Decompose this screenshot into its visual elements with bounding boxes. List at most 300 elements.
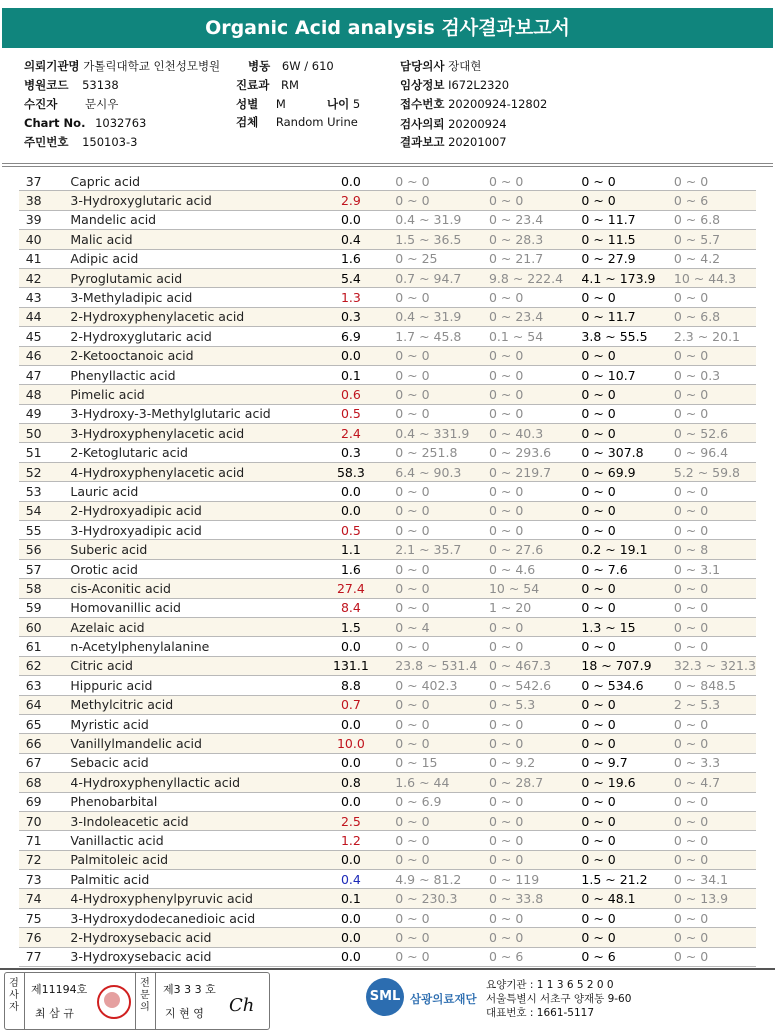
reference-range-3: 0 ~ 0 — [581, 404, 673, 423]
analyte-name: 3-Hydroxyphenylacetic acid — [48, 424, 316, 443]
clinical-info-value: I672L2320 — [448, 78, 510, 92]
row-number: 53 — [19, 482, 48, 501]
reference-range-2: 0 ~ 0 — [489, 288, 581, 307]
reviewer-label: 전문의 — [140, 978, 150, 1013]
reference-range-3: 0 ~ 6 — [581, 947, 673, 966]
analyte-name: 2-Ketooctanoic acid — [48, 346, 316, 365]
reference-range-2: 0 ~ 0 — [489, 850, 581, 869]
header-divider — [2, 163, 773, 164]
row-number: 69 — [19, 792, 48, 811]
result-row — [19, 598, 756, 617]
result-value: 2.9 — [317, 191, 386, 210]
chart-no-value: 1032763 — [95, 116, 147, 130]
result-row — [19, 617, 756, 636]
result-row — [19, 714, 756, 733]
result-row — [19, 365, 756, 384]
analyte-name: 3-Methyladipic acid — [48, 288, 316, 307]
result-value: 0.0 — [317, 753, 386, 772]
logo-name: 삼광의료재단 — [410, 992, 477, 1006]
reference-range-4: 0 ~ 0 — [674, 598, 756, 617]
reference-range-3: 0.2 ~ 19.1 — [581, 540, 673, 559]
result-value: 58.3 — [317, 462, 386, 481]
result-row — [19, 870, 756, 889]
reference-range-3: 0 ~ 9.7 — [581, 753, 673, 772]
reference-range-2: 0 ~ 28.7 — [489, 773, 581, 792]
row-number: 74 — [19, 889, 48, 908]
analyte-name: Pyroglutamic acid — [48, 268, 316, 287]
reference-range-1: 0 ~ 230.3 — [385, 889, 489, 908]
row-number: 64 — [19, 695, 48, 714]
row-number: 68 — [19, 773, 48, 792]
footer-divider — [0, 968, 775, 970]
reference-range-4: 0 ~ 0 — [674, 579, 756, 598]
row-number: 49 — [19, 404, 48, 423]
row-number: 42 — [19, 268, 48, 287]
reference-range-4: 0 ~ 0 — [674, 908, 756, 927]
reference-range-4: 0 ~ 3.1 — [674, 559, 756, 578]
row-number: 48 — [19, 385, 48, 404]
result-row — [19, 928, 756, 947]
reference-range-3: 3.8 ~ 55.5 — [581, 327, 673, 346]
result-value: 5.4 — [317, 268, 386, 287]
result-row — [19, 559, 756, 578]
hospital-code-label: 병원코드 — [24, 78, 69, 92]
inspector-name: 최 삼 규 — [35, 1007, 74, 1020]
result-row — [19, 191, 756, 210]
sex-label: 성별 — [236, 97, 259, 111]
analyte-name: 3-Hydroxyglutaric acid — [48, 191, 316, 210]
reference-range-1: 1.6 ~ 44 — [385, 773, 489, 792]
resident-no-label: 주민번호 — [24, 135, 69, 149]
reference-range-4: 0 ~ 8 — [674, 540, 756, 559]
reference-range-4: 0 ~ 6 — [674, 191, 756, 210]
result-value: 0.0 — [317, 346, 386, 365]
result-value: 1.1 — [317, 540, 386, 559]
analyte-name: n-Acetylphenylalanine — [48, 637, 316, 656]
request-date-value: 20200924 — [448, 117, 507, 131]
org-address: 서울특별시 서초구 양재동 9-60 — [486, 993, 632, 1005]
reference-range-2: 0 ~ 0 — [489, 385, 581, 404]
signature-divider — [135, 973, 136, 1029]
reference-range-4: 0 ~ 6.8 — [674, 307, 756, 326]
reference-range-2: 0 ~ 27.6 — [489, 540, 581, 559]
result-value: 0.0 — [317, 172, 386, 191]
row-number: 67 — [19, 753, 48, 772]
analyte-name: 2-Hydroxysebacic acid — [48, 928, 316, 947]
reference-range-3: 0 ~ 0 — [581, 850, 673, 869]
reference-range-1: 0.4 ~ 31.9 — [385, 210, 489, 229]
reference-range-3: 0 ~ 0 — [581, 172, 673, 191]
reference-range-1: 1.5 ~ 36.5 — [385, 230, 489, 249]
reference-range-1: 0 ~ 0 — [385, 811, 489, 830]
reference-range-1: 0 ~ 0 — [385, 521, 489, 540]
result-row — [19, 462, 756, 481]
inspector-license: 제11194호 — [31, 983, 88, 996]
analyte-name: 3-Indoleacetic acid — [48, 811, 316, 830]
row-number: 63 — [19, 676, 48, 695]
reference-range-2: 0 ~ 9.2 — [489, 753, 581, 772]
reference-range-4: 0 ~ 0 — [674, 947, 756, 966]
resident-no-value: 150103-3 — [82, 135, 138, 149]
reference-range-1: 0 ~ 0 — [385, 831, 489, 850]
result-value: 2.4 — [317, 424, 386, 443]
result-value: 0.0 — [317, 482, 386, 501]
reference-range-4: 0 ~ 0 — [674, 617, 756, 636]
analyte-name: 2-Hydroxyphenylacetic acid — [48, 307, 316, 326]
result-value: 0.0 — [317, 947, 386, 966]
row-number: 51 — [19, 443, 48, 462]
reference-range-2: 0 ~ 293.6 — [489, 443, 581, 462]
result-value: 0.0 — [317, 501, 386, 520]
reference-range-1: 1.7 ~ 45.8 — [385, 327, 489, 346]
result-value: 0.7 — [317, 695, 386, 714]
logo-mark: SML — [366, 978, 404, 1016]
reference-range-4: 0 ~ 96.4 — [674, 443, 756, 462]
report-footer — [0, 966, 775, 1035]
reference-range-2: 0 ~ 542.6 — [489, 676, 581, 695]
reference-range-1: 0.7 ~ 94.7 — [385, 268, 489, 287]
reference-range-2: 0 ~ 0 — [489, 792, 581, 811]
row-number: 71 — [19, 831, 48, 850]
result-row — [19, 210, 756, 229]
row-number: 56 — [19, 540, 48, 559]
reference-range-1: 0 ~ 0 — [385, 404, 489, 423]
doctor-label: 담당의사 — [400, 59, 445, 73]
row-number: 57 — [19, 559, 48, 578]
result-row — [19, 889, 756, 908]
reference-range-3: 4.1 ~ 173.9 — [581, 268, 673, 287]
reference-range-3: 0 ~ 0 — [581, 346, 673, 365]
result-value: 2.5 — [317, 811, 386, 830]
analyte-name: Homovanillic acid — [48, 598, 316, 617]
analyte-name: Phenyllactic acid — [48, 365, 316, 384]
result-row — [19, 521, 756, 540]
clinical-info-label: 임상정보 — [400, 78, 445, 92]
report-date-value: 20201007 — [448, 135, 507, 149]
reference-range-1: 0 ~ 0 — [385, 365, 489, 384]
row-number: 58 — [19, 579, 48, 598]
signature-divider — [24, 973, 25, 1029]
reference-range-3: 0 ~ 534.6 — [581, 676, 673, 695]
reference-range-1: 0 ~ 0 — [385, 346, 489, 365]
analyte-name: 2-Hydroxyadipic acid — [48, 501, 316, 520]
reference-range-4: 0 ~ 5.7 — [674, 230, 756, 249]
analyte-name: 2-Hydroxyglutaric acid — [48, 327, 316, 346]
reviewer-name: 지 현 영 — [165, 1007, 204, 1020]
row-number: 50 — [19, 424, 48, 443]
result-row — [19, 249, 756, 268]
reference-range-3: 0 ~ 0 — [581, 424, 673, 443]
org-contact — [486, 978, 631, 1020]
result-row — [19, 424, 756, 443]
reference-range-3: 0 ~ 0 — [581, 482, 673, 501]
reference-range-1: 6.4 ~ 90.3 — [385, 462, 489, 481]
row-number: 45 — [19, 327, 48, 346]
result-value: 0.1 — [317, 889, 386, 908]
reference-range-3: 0 ~ 10.7 — [581, 365, 673, 384]
reference-range-2: 0 ~ 0 — [489, 928, 581, 947]
header-divider-double — [2, 166, 773, 167]
reference-range-2: 10 ~ 54 — [489, 579, 581, 598]
reference-range-2: 0 ~ 0 — [489, 404, 581, 423]
result-row — [19, 637, 756, 656]
age-label: 나이 — [327, 97, 350, 111]
reference-range-1: 0 ~ 0 — [385, 559, 489, 578]
reference-range-2: 0 ~ 5.3 — [489, 695, 581, 714]
reference-range-1: 0 ~ 251.8 — [385, 443, 489, 462]
reference-range-4: 5.2 ~ 59.8 — [674, 462, 756, 481]
department-label: 진료과 — [236, 78, 270, 92]
reference-range-1: 0 ~ 4 — [385, 617, 489, 636]
analyte-name: Capric acid — [48, 172, 316, 191]
row-number: 62 — [19, 656, 48, 675]
reference-range-1: 0 ~ 0 — [385, 850, 489, 869]
analyte-name: Palmitoleic acid — [48, 850, 316, 869]
reference-range-2: 0.1 ~ 54 — [489, 327, 581, 346]
inspector-label: 검사자 — [9, 978, 19, 1013]
reference-range-2: 0 ~ 0 — [489, 365, 581, 384]
reference-range-3: 0 ~ 11.7 — [581, 307, 673, 326]
reference-range-1: 0 ~ 6.9 — [385, 792, 489, 811]
result-value: 0.1 — [317, 365, 386, 384]
reference-range-4: 0 ~ 0 — [674, 792, 756, 811]
reference-range-4: 0 ~ 6.8 — [674, 210, 756, 229]
reference-range-1: 0 ~ 0 — [385, 482, 489, 501]
result-row — [19, 346, 756, 365]
hospital-label: 의뢰기관명 — [24, 59, 80, 73]
result-value: 27.4 — [317, 579, 386, 598]
result-value: 0.0 — [317, 850, 386, 869]
reference-range-2: 0 ~ 6 — [489, 947, 581, 966]
result-row — [19, 831, 756, 850]
result-row — [19, 268, 756, 287]
result-row — [19, 230, 756, 249]
result-row — [19, 908, 756, 927]
reference-range-2: 0 ~ 21.7 — [489, 249, 581, 268]
result-value: 0.3 — [317, 307, 386, 326]
analyte-name: 4-Hydroxyphenylpyruvic acid — [48, 889, 316, 908]
doctor-value: 장대현 — [448, 59, 482, 73]
result-value: 1.6 — [317, 249, 386, 268]
result-row — [19, 695, 756, 714]
reference-range-4: 10 ~ 44.3 — [674, 268, 756, 287]
reference-range-1: 0 ~ 0 — [385, 288, 489, 307]
reference-range-4: 2 ~ 5.3 — [674, 695, 756, 714]
analyte-name: 4-Hydroxyphenylacetic acid — [48, 462, 316, 481]
reference-range-2: 0 ~ 28.3 — [489, 230, 581, 249]
reviewer-license: 제3 3 3 호 — [163, 983, 216, 996]
reference-range-2: 0 ~ 0 — [489, 617, 581, 636]
row-number: 60 — [19, 617, 48, 636]
reference-range-3: 0 ~ 0 — [581, 695, 673, 714]
reference-range-4: 0 ~ 0 — [674, 385, 756, 404]
reference-range-3: 0 ~ 0 — [581, 288, 673, 307]
reference-range-3: 0 ~ 307.8 — [581, 443, 673, 462]
analyte-name: Pimelic acid — [48, 385, 316, 404]
signature-divider — [155, 973, 156, 1029]
hospital-value: 가톨릭대학교 인천성모병원 — [83, 59, 221, 73]
reference-range-2: 0 ~ 219.7 — [489, 462, 581, 481]
reference-range-1: 0 ~ 0 — [385, 579, 489, 598]
row-number: 41 — [19, 249, 48, 268]
reference-range-3: 1.3 ~ 15 — [581, 617, 673, 636]
reference-range-1: 0.4 ~ 331.9 — [385, 424, 489, 443]
analyte-name: Lauric acid — [48, 482, 316, 501]
reference-range-1: 0.4 ~ 31.9 — [385, 307, 489, 326]
handwritten-signature: Ch — [229, 995, 255, 1016]
row-number: 47 — [19, 365, 48, 384]
result-row — [19, 385, 756, 404]
org-code: 요양기관 : 1 1 3 6 5 2 0 0 — [486, 979, 614, 991]
analyte-name: Methylcitric acid — [48, 695, 316, 714]
result-row — [19, 579, 756, 598]
official-seal — [97, 985, 131, 1019]
reference-range-3: 0 ~ 69.9 — [581, 462, 673, 481]
analyte-name: 3-Hydroxyadipic acid — [48, 521, 316, 540]
result-value: 0.0 — [317, 637, 386, 656]
hospital-code-value: 53138 — [82, 78, 119, 92]
reference-range-3: 0 ~ 0 — [581, 792, 673, 811]
result-row — [19, 676, 756, 695]
reference-range-1: 0 ~ 15 — [385, 753, 489, 772]
result-row — [19, 656, 756, 675]
reference-range-3: 0 ~ 48.1 — [581, 889, 673, 908]
reference-range-3: 1.5 ~ 21.2 — [581, 870, 673, 889]
reference-range-3: 0 ~ 0 — [581, 714, 673, 733]
reference-range-4: 0 ~ 0 — [674, 928, 756, 947]
ward-label: 병동 — [248, 59, 271, 73]
reference-range-4: 0 ~ 0 — [674, 521, 756, 540]
analyte-name: 4-Hydroxyphenyllactic acid — [48, 773, 316, 792]
reference-range-2: 0 ~ 23.4 — [489, 210, 581, 229]
analyte-name: Malic acid — [48, 230, 316, 249]
report-title-banner: Organic Acid analysis 검사결과보고서 — [2, 8, 773, 48]
reference-range-1: 0 ~ 0 — [385, 191, 489, 210]
reference-range-4: 0 ~ 0 — [674, 850, 756, 869]
reference-range-3: 0 ~ 11.7 — [581, 210, 673, 229]
row-number: 73 — [19, 870, 48, 889]
result-row — [19, 172, 756, 191]
reference-range-4: 0 ~ 34.1 — [674, 870, 756, 889]
reference-range-4: 32.3 ~ 321.3 — [674, 656, 756, 675]
reference-range-3: 0 ~ 0 — [581, 831, 673, 850]
reference-range-4: 0 ~ 0 — [674, 811, 756, 830]
row-number: 65 — [19, 714, 48, 733]
result-row — [19, 404, 756, 423]
result-value: 0.8 — [317, 773, 386, 792]
result-value: 0.5 — [317, 404, 386, 423]
reference-range-2: 0 ~ 4.6 — [489, 559, 581, 578]
reference-range-4: 0 ~ 13.9 — [674, 889, 756, 908]
row-number: 46 — [19, 346, 48, 365]
row-number: 75 — [19, 908, 48, 927]
row-number: 70 — [19, 811, 48, 830]
result-value: 1.2 — [317, 831, 386, 850]
reference-range-1: 2.1 ~ 35.7 — [385, 540, 489, 559]
reference-range-1: 23.8 ~ 531.4 — [385, 656, 489, 675]
result-value: 0.5 — [317, 521, 386, 540]
specimen-label: 검체 — [236, 115, 259, 129]
row-number: 43 — [19, 288, 48, 307]
reference-range-1: 0 ~ 25 — [385, 249, 489, 268]
row-number: 76 — [19, 928, 48, 947]
row-number: 39 — [19, 210, 48, 229]
row-number: 52 — [19, 462, 48, 481]
result-value: 131.1 — [317, 656, 386, 675]
request-date-label: 검사의뢰 — [400, 117, 445, 131]
reference-range-2: 0 ~ 0 — [489, 521, 581, 540]
reference-range-3: 0 ~ 0 — [581, 908, 673, 927]
analyte-name: 2-Ketoglutaric acid — [48, 443, 316, 462]
reference-range-2: 0 ~ 0 — [489, 637, 581, 656]
result-row — [19, 811, 756, 830]
reference-range-1: 0 ~ 0 — [385, 908, 489, 927]
result-value: 0.0 — [317, 908, 386, 927]
analyte-name: Hippuric acid — [48, 676, 316, 695]
analyte-name: 3-Hydroxydodecanedioic acid — [48, 908, 316, 927]
result-value: 0.6 — [317, 385, 386, 404]
reference-range-3: 0 ~ 0 — [581, 579, 673, 598]
reference-range-2: 0 ~ 0 — [489, 501, 581, 520]
reference-range-3: 0 ~ 0 — [581, 191, 673, 210]
age-value: 5 — [352, 97, 361, 111]
results-table — [19, 172, 756, 967]
row-number: 38 — [19, 191, 48, 210]
result-row — [19, 792, 756, 811]
result-value: 0.3 — [317, 443, 386, 462]
analyte-name: Mandelic acid — [48, 210, 316, 229]
reference-range-2: 0 ~ 0 — [489, 172, 581, 191]
reference-range-3: 0 ~ 0 — [581, 385, 673, 404]
analyte-name: Citric acid — [48, 656, 316, 675]
result-value: 0.4 — [317, 230, 386, 249]
reference-range-3: 0 ~ 0 — [581, 521, 673, 540]
sex-value: M — [275, 97, 286, 111]
analyte-name: 3-Hydroxy-3-Methylglutaric acid — [48, 404, 316, 423]
reference-range-4: 0 ~ 0 — [674, 637, 756, 656]
patient-info-panel — [0, 56, 775, 152]
reference-range-3: 0 ~ 0 — [581, 637, 673, 656]
result-row — [19, 501, 756, 520]
result-value: 1.5 — [317, 617, 386, 636]
row-number: 72 — [19, 850, 48, 869]
row-number: 77 — [19, 947, 48, 966]
reference-range-4: 0 ~ 0 — [674, 404, 756, 423]
result-row — [19, 443, 756, 462]
analyte-name: Azelaic acid — [48, 617, 316, 636]
analyte-name: 3-Hydroxysebacic acid — [48, 947, 316, 966]
reference-range-2: 0 ~ 23.4 — [489, 307, 581, 326]
receipt-no-value: 20200924-12802 — [448, 97, 548, 111]
analyte-name: Orotic acid — [48, 559, 316, 578]
reference-range-4: 0 ~ 0 — [674, 831, 756, 850]
patient-value: 문시우 — [84, 97, 119, 111]
reference-range-2: 1 ~ 20 — [489, 598, 581, 617]
result-row — [19, 753, 756, 772]
analyte-name: Sebacic acid — [48, 753, 316, 772]
reference-range-3: 0 ~ 27.9 — [581, 249, 673, 268]
reference-range-2: 9.8 ~ 222.4 — [489, 268, 581, 287]
analyte-name: Myristic acid — [48, 714, 316, 733]
row-number: 59 — [19, 598, 48, 617]
chart-no-label: Chart No. — [24, 116, 86, 130]
patient-label: 수진자 — [24, 97, 58, 111]
result-row — [19, 850, 756, 869]
row-number: 66 — [19, 734, 48, 753]
seal-center — [104, 992, 120, 1008]
result-row — [19, 773, 756, 792]
reference-range-1: 0 ~ 0 — [385, 385, 489, 404]
